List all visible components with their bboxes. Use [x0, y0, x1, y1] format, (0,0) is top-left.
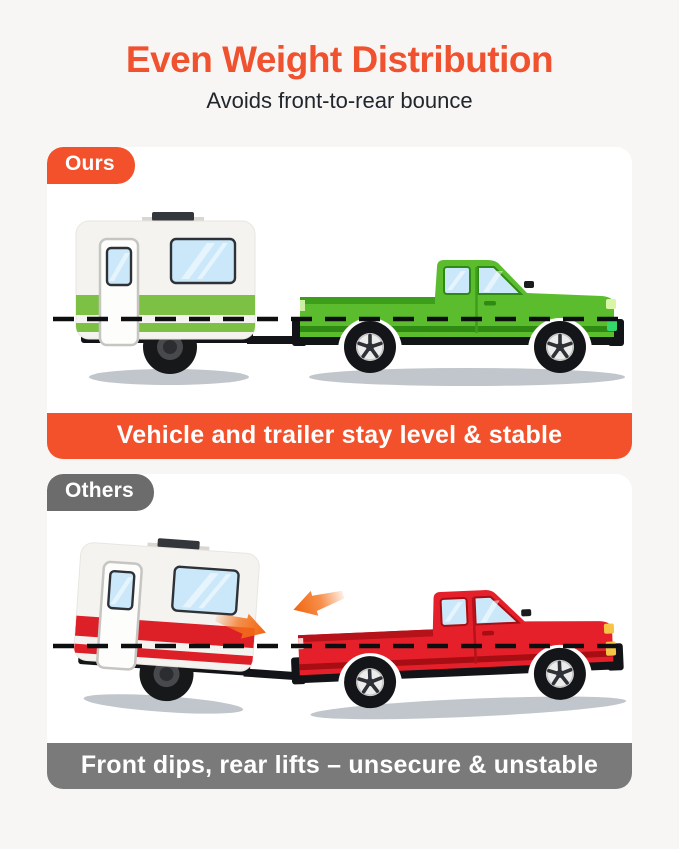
truck-rear-wheel-icon [340, 655, 400, 709]
camper-trailer-tilted [70, 533, 312, 722]
ours-caption-bar [47, 413, 632, 459]
truck-rear-wheel-icon [341, 321, 399, 373]
taillight-icon [300, 300, 305, 311]
others-caption-bar [47, 743, 632, 789]
page-header [0, 0, 679, 114]
door-handle-icon [484, 301, 496, 306]
panel-ours-card [47, 147, 632, 459]
trailer-window-icon [172, 566, 239, 614]
ours-caption-text: Vehicle and trailer stay level & stable [116, 421, 563, 450]
pressure-arrow-right-icon [290, 582, 347, 622]
page-title: Even Weight Distribution [125, 39, 554, 80]
headlight-icon [604, 623, 614, 633]
front-signal-icon [606, 641, 617, 655]
side-mirror-icon [524, 281, 534, 288]
headlight-icon [606, 299, 616, 309]
door-handle-icon [482, 630, 494, 635]
roof-vent-icon [152, 212, 194, 221]
page-subtitle: Avoids front-to-rear bounce [206, 87, 473, 113]
panel-others-card [47, 474, 632, 789]
camper-trailer [76, 212, 306, 385]
pickup-truck [292, 260, 625, 386]
pickup-truck-tilted [288, 584, 626, 724]
side-mirror-icon [521, 609, 531, 616]
ours-badge: Ours [47, 147, 135, 184]
ours-illustration [47, 147, 632, 413]
others-badge: Others [47, 474, 154, 511]
truck-front-wheel-icon [530, 646, 590, 700]
truck-front-wheel-icon [531, 321, 589, 373]
others-illustration [47, 474, 632, 743]
others-caption-text: Front dips, rear lifts – unsecure & unstable [80, 751, 599, 780]
